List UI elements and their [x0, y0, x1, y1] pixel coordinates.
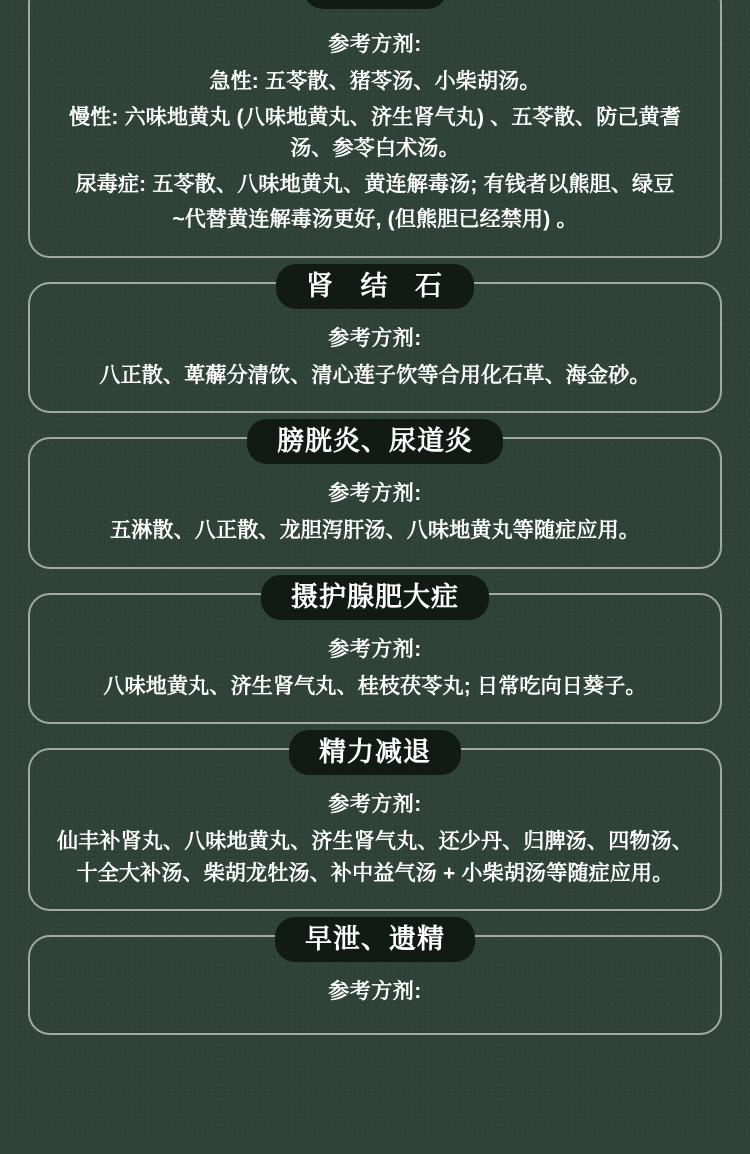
section-line: 八正散、萆薢分清饮、清心莲子饮等合用化石草、海金砂。 — [99, 363, 651, 387]
section-subhead: 参考方剂: — [328, 33, 422, 56]
section-line: 五淋散、八正散、龙胆泻肝汤、八味地黄丸等随症应用。 — [110, 519, 640, 542]
section-line: 八味地黄丸、济生肾气丸、桂枝茯苓丸; 日常吃向日葵子。 — [103, 674, 647, 698]
section-line: 急性: 五苓散、猪苓汤、小柴胡汤。 — [209, 70, 541, 93]
section-subhead: 参考方剂: — [328, 637, 422, 661]
section-title: 摄护腺肥大症 — [261, 575, 489, 620]
section-card-prostate-hyperplasia — [28, 581, 722, 725]
section-subhead: 参考方剂: — [328, 793, 422, 816]
section-subhead: 参考方剂: — [328, 326, 422, 350]
section-subhead: 参考方剂: — [328, 482, 422, 505]
section-line: 尿毒症: 五苓散、八味地黄丸、黄连解毒汤; 有钱者以熊胆、绿豆 — [75, 172, 675, 196]
section-subhead: 参考方剂: — [328, 980, 422, 1003]
section-card-nephritis — [28, 0, 722, 258]
section-card-cystitis-urethritis — [28, 426, 722, 569]
section-title: 膀胱炎、尿道炎 — [247, 419, 503, 464]
section-line: ~代替黄连解毒汤更好, (但熊胆已经禁用) 。 — [172, 208, 578, 231]
section-card-premature-ejaculation — [28, 924, 722, 1035]
section-title: 精力减退 — [289, 730, 461, 775]
section-title — [303, 0, 447, 9]
section-line: 慢性: 六味地黄丸 (八味地黄丸、济生肾气丸) 、五苓散、防己黄耆汤、参苓白术汤。 — [68, 105, 682, 160]
section-title: 早泄、遗精 — [275, 917, 475, 962]
section-line: 仙丰补肾丸、八味地黄丸、济生肾气丸、还少丹、归脾汤、四物汤、十全大补汤、柴胡龙牡汤、补中益气汤 + 小柴胡汤等随症应用。 — [57, 830, 693, 885]
section-title: 肾 结 石 — [276, 264, 474, 309]
section-card-kidney-stone — [28, 270, 722, 414]
section-card-low-energy — [28, 737, 722, 911]
